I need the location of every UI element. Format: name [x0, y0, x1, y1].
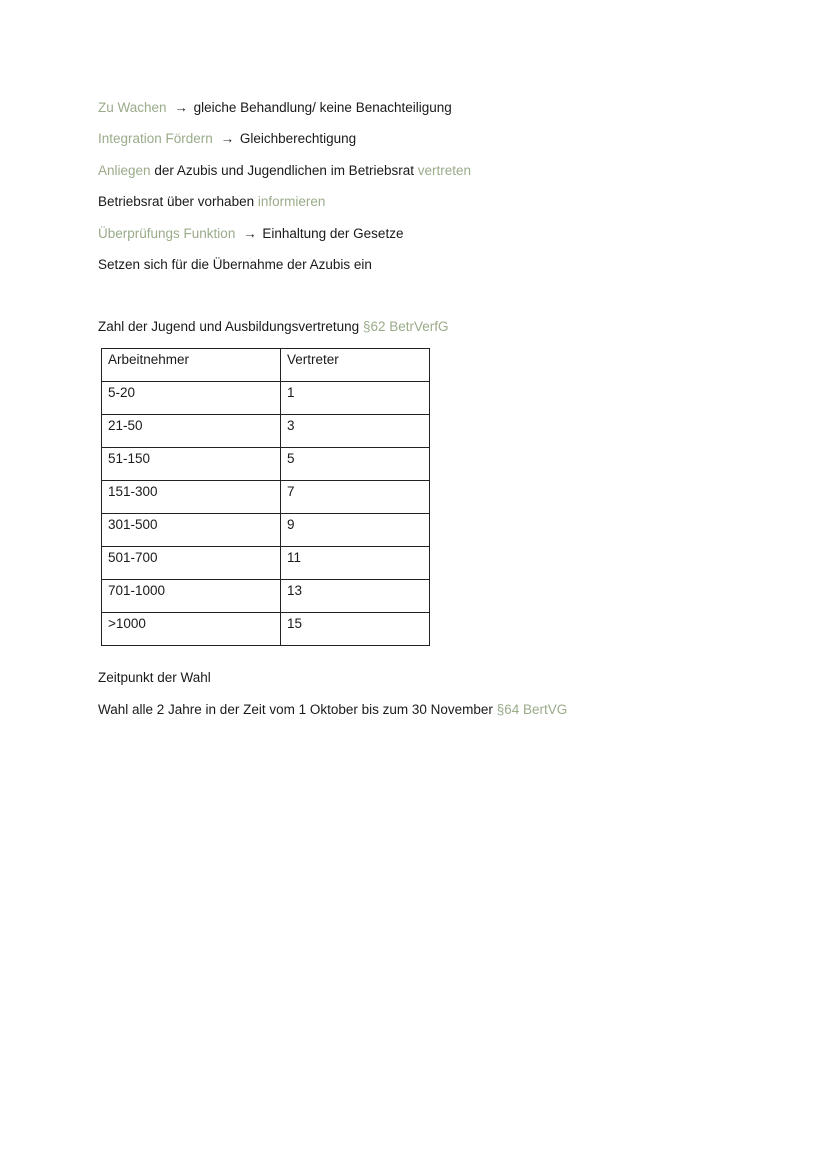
task-line-1 — [98, 99, 452, 117]
table-row — [102, 382, 430, 415]
cell-arbeitnehmer: 501-700 — [102, 547, 281, 580]
election-heading — [98, 669, 211, 687]
table-row — [102, 415, 430, 448]
table-row — [102, 481, 430, 514]
task-description: der Azubis und Jugendlichen im Betriebsrat — [154, 163, 414, 178]
cell-vertreter: 15 — [281, 613, 430, 646]
task-line-5 — [98, 225, 403, 243]
task-line-2 — [98, 130, 356, 148]
table-row — [102, 547, 430, 580]
cell-vertreter: 5 — [281, 448, 430, 481]
table-caption-text: Zahl der Jugend und Ausbildungsvertretung — [98, 319, 360, 334]
table-row — [102, 448, 430, 481]
task-description: Einhaltung der Gesetze — [262, 226, 404, 241]
table-row — [102, 613, 430, 646]
header-vertreter: Vertreter — [281, 349, 430, 382]
table-row — [102, 514, 430, 547]
task-line-3 — [98, 162, 471, 180]
cell-arbeitnehmer: 301-500 — [102, 514, 281, 547]
election-line — [98, 701, 567, 719]
cell-vertreter: 11 — [281, 547, 430, 580]
cell-vertreter: 7 — [281, 481, 430, 514]
arrow-right-icon: → — [174, 100, 188, 115]
task-line-6 — [98, 256, 372, 274]
task-description: Setzen sich für die Übernahme der Azubis ein — [98, 257, 372, 272]
cell-vertreter: 3 — [281, 415, 430, 448]
representatives-table — [101, 348, 430, 646]
table-caption — [98, 318, 449, 336]
cell-vertreter: 9 — [281, 514, 430, 547]
keyword-vertreten: vertreten — [417, 163, 472, 178]
election-text: Wahl alle 2 Jahre in der Zeit vom 1 Oktober bis zum 30 November — [98, 702, 493, 717]
cell-arbeitnehmer: 151-300 — [102, 481, 281, 514]
task-line-4 — [98, 193, 325, 211]
cell-arbeitnehmer: 701-1000 — [102, 580, 281, 613]
cell-arbeitnehmer: 51-150 — [102, 448, 281, 481]
election-ref: §64 BertVG — [496, 702, 568, 717]
task-description: Gleichberechtigung — [239, 131, 357, 146]
keyword-integration: Integration Fördern — [98, 131, 213, 146]
task-description: gleiche Behandlung/ keine Benachteiligung — [193, 100, 452, 115]
keyword-informieren: informieren — [257, 194, 326, 209]
keyword-zu-wachen: Zu Wachen — [98, 100, 167, 115]
cell-vertreter: 1 — [281, 382, 430, 415]
arrow-right-icon: → — [220, 131, 235, 146]
table-row — [102, 580, 430, 613]
election-heading-text: Zeitpunkt der Wahl — [98, 670, 211, 685]
cell-arbeitnehmer: 21-50 — [102, 415, 281, 448]
task-description: Betriebsrat über vorhaben — [98, 194, 255, 209]
cell-arbeitnehmer: >1000 — [102, 613, 281, 646]
table-caption-ref: §62 BetrVerfG — [362, 319, 449, 334]
cell-vertreter: 13 — [281, 580, 430, 613]
keyword-anliegen: Anliegen — [98, 163, 151, 178]
cell-arbeitnehmer: 5-20 — [102, 382, 281, 415]
arrow-right-icon: → — [243, 226, 257, 241]
header-arbeitnehmer: Arbeitnehmer — [102, 349, 281, 382]
keyword-ueberpruefung: Überprüfungs Funktion — [98, 226, 236, 241]
table-header-row — [102, 349, 430, 382]
